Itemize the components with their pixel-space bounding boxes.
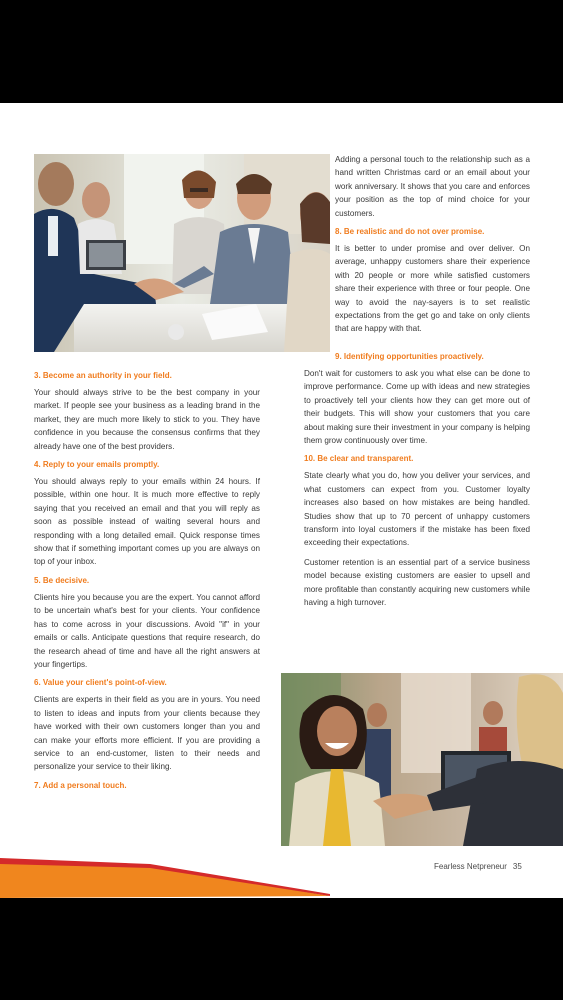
section-heading: 6. Value your client's point-of-view. — [34, 678, 167, 688]
section-9 — [304, 351, 530, 447]
section-paragraph: Your should always strive to be the best company in your market. If people see your business as a leading brand in the market, they are much more likely to stick to you. They have confidence in you because the consensus confirms that they already have one of the best providers. — [34, 388, 260, 451]
right-column — [335, 153, 530, 342]
section-paragraph: Clients hire you because you are the expert. You cannot afford to be uncertain what's best for your clients. Your confidence has to come across in your discussions. Avoid "if" in your emails or calls. Anticipate questions that require research, do the research ahead of time and have all the right answers at your fingertips. — [34, 592, 260, 669]
book-title: Fearless Netpreneur — [434, 862, 507, 871]
section-6 — [34, 677, 260, 773]
page-footer — [434, 862, 522, 871]
section-heading: 5. Be decisive. — [34, 575, 90, 585]
section-paragraph: State clearly what you do, how you deliver your services, and what customers can expect from you. Customer loyalty increases also based on how mistakes are being handled. Studies show that up to 70 percent of unhappy customers transform into loyal customers if the mistake has been fixed exceeding their expectations. — [304, 471, 530, 548]
document-page — [0, 103, 563, 898]
section-5 — [34, 575, 260, 671]
section-heading: 8. Be realistic and do not over promise. — [335, 227, 485, 237]
handshake-illustration — [281, 673, 563, 846]
section-heading: 7. Add a personal touch. — [34, 780, 127, 790]
section-heading: 9. Identifying opportunities proactively. — [335, 352, 484, 361]
section-paragraph: It is better to under promise and over deliver. On average, unhappy customers share their experience with 20 people or more while satisfied customers share their experience with three or four people. One way to avoid the nay-sayers is to set realistic expectations from the get go and take on only clients that are happy with that. — [335, 244, 530, 334]
section-heading: 10. Be clear and transparent. — [304, 454, 414, 464]
section-paragraph: Don't wait for customers to ask you what else can be done to improve performance. Come up with ideas and new strategies to proactively tell your clients how they can get more out of their budgets. This will show your customers that you care about making sure their investment in your company is helping them grow continuously over time. — [304, 369, 530, 446]
section-10 — [304, 453, 530, 549]
section-paragraph: Clients are experts in their field as you are in yours. You need to listen to ideas and inputs from your clients because they have worked with their own customers longer than you and can make your efforts more efficient. If you are providing a service to an end-customer, listen to their needs and personalize your service to their liking. — [34, 695, 260, 772]
section-7 — [34, 780, 260, 791]
section-heading: 3. Become an authority in your field. — [34, 371, 172, 380]
smiling-woman-handshake-photo — [281, 673, 563, 846]
section-paragraph: You should always reply to your emails within 24 hours. If possible, within one hour. It is much more effective to reply saying that you received an email and that you will reply as soon as possible instead of waiting several hours and responding with a long detailed email. Quick response times show that if something important comes up you are always on top of your inbox. — [34, 477, 260, 567]
meeting-illustration — [34, 154, 330, 352]
left-column — [34, 370, 260, 796]
business-meeting-photo — [34, 154, 330, 352]
section-4 — [34, 459, 260, 569]
section-3 — [34, 370, 260, 453]
section-8 — [335, 226, 530, 336]
section-heading: 4. Reply to your emails promptly. — [34, 460, 160, 470]
intro-paragraph: Adding a personal touch to the relationship such as a hand written Christmas card or an email about your work anniversary. It shows that you care and enforces your position as the top of mind choice for your customers. — [335, 155, 530, 218]
closing-paragraph: Customer retention is an essential part of a service business model because existing customers are easier to upsell and more profitable than constantly acquiring new customers while having a high turnover. — [304, 557, 530, 608]
right-column-lower — [304, 351, 530, 616]
page-number: 35 — [512, 862, 522, 871]
